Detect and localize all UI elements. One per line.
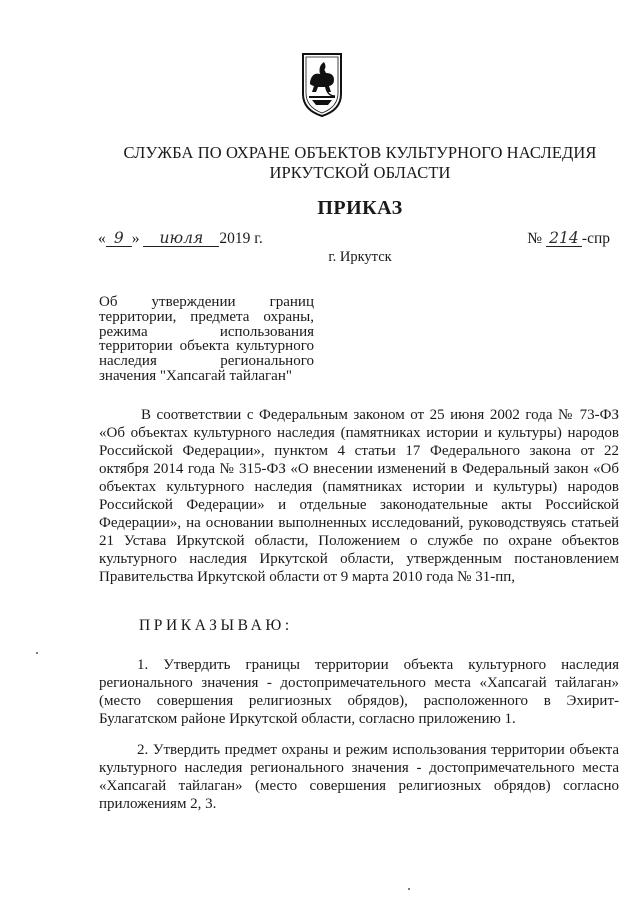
order-item-2: 2. Утвердить предмет охраны и режим использования территории объекта культурного наследия регионального значения - достопримечательного места «Хапсагай тайлаган» (место совершения религиозных обрядов) согласно приложениям 2, 3. — [99, 742, 619, 812]
order-subject: Об утверждении границ территории, предмета охраны, режима использования территории объекта культурного наследия регионального значения "Хапсагай тайлаган" — [99, 294, 314, 384]
number-value: 214 — [546, 230, 582, 247]
scan-speck — [408, 888, 410, 890]
coat-of-arms-icon — [300, 52, 344, 118]
date-day: 9 — [106, 230, 132, 247]
date-month: июля — [143, 230, 219, 247]
date-year: 2019 г. — [219, 230, 263, 247]
agency-name-line1: СЛУЖБА ПО ОХРАНЕ ОБЪЕКТОВ КУЛЬТУРНОГО НАСЛЕДИЯ — [123, 143, 597, 162]
order-word: ПРИКАЗЫВАЮ: — [139, 617, 293, 634]
preamble-paragraph: В соответствии с Федеральным законом от 25 июня 2002 года № 73-ФЗ «Об объектах культурного наследия (памятниках истории и культуры) народов Российской Федерации», пунктом 4 статьи 17 Федерального закона от 22 октября 2014 года № 315-ФЗ «О внесении изменений в Федеральный закон «Об объектах культурного наследия (памятниках истории и культуры) народов Российской Федерации» и отдельные законодательные акты Российской Федерации», на основании выполненных исследований, руководствуясь статьей 21 Устава Иркутской области, Положением о службе по охране объектов культурного наследия Иркутской области, утвержденным постановлением Правительства Иркутской области от 9 марта 2010 года № 31-пп, — [99, 407, 619, 585]
order-number — [527, 230, 610, 248]
agency-name-line2: ИРКУТСКОЙ ОБЛАСТИ — [269, 163, 451, 182]
number-prefix: № — [527, 230, 543, 247]
date-open-quote: « — [98, 230, 106, 247]
scan-speck — [36, 652, 38, 654]
order-date — [98, 230, 263, 248]
agency-name — [60, 143, 640, 183]
date-close-quote: » — [131, 230, 140, 247]
city-name: г. Иркутск — [328, 249, 392, 265]
document-title: ПРИКАЗ — [317, 197, 403, 219]
order-item-1: 1. Утвердить границы территории объекта культурного наследия регионального значения - достопримечательного места «Хапсагай тайлаган» (место совершения религиозных обрядов), расположенного в Эхирит-Булагатском районе Иркутской области, согласно приложению 1. — [99, 657, 619, 727]
number-suffix: -спр — [581, 230, 610, 247]
